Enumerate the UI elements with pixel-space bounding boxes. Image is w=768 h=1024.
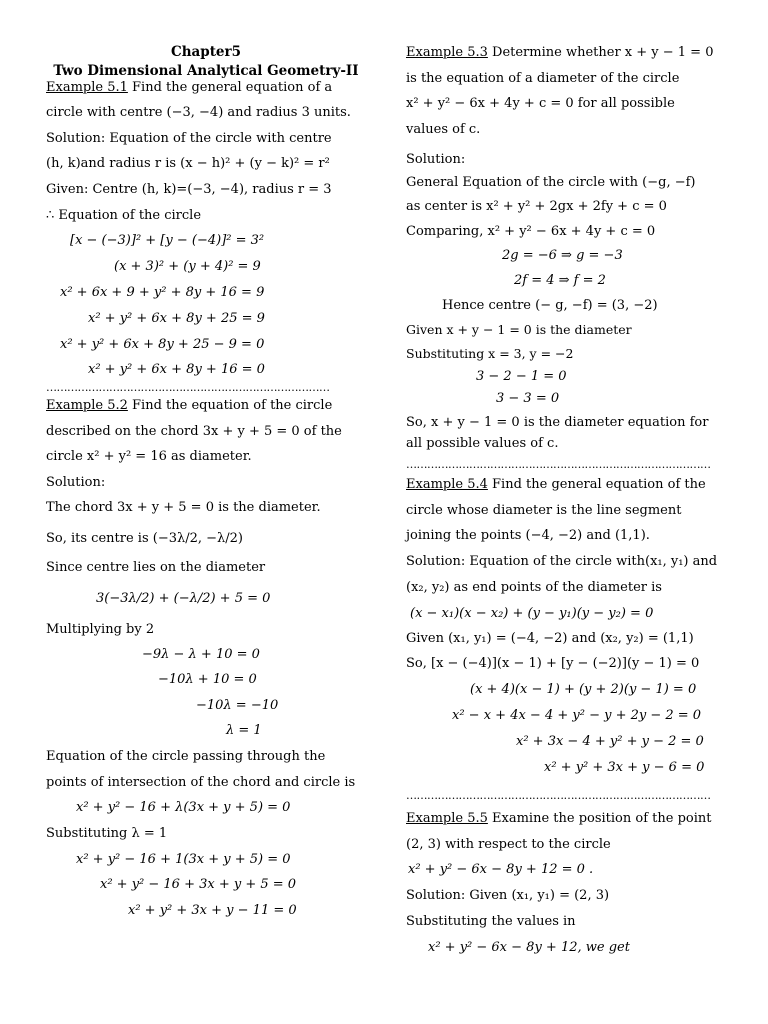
example-5-2-solution-line-6: points of intersection of the chord and circle is [46,775,356,790]
example-5-4-question-line-2: circle whose diameter is the line segment [406,503,682,518]
example-5-3-equation-1: 2g = −6 ⇒ g = −3 [502,248,623,263]
example-5-2-equation-2: −9λ − λ + 10 = 0 [142,647,260,662]
example-5-4-question-line-1 [406,476,706,494]
example-5-5-question-line-2: (2, 3) with respect to the circle [406,837,611,852]
example-5-4-equation-1: (x − x₁)(x − x₂) + (y − y₁)(y − y₂) = 0 [410,606,654,621]
example-5-1-solution-line-2: (h, k)and radius r is (x − h)² + (y − k)² = r² [46,156,330,171]
example-5-3-solution-line-6: So, x + y − 1 = 0 is the diameter equation for [406,415,709,430]
example-5-1-equation-4: x² + y² + 6x + 8y + 25 = 9 [88,311,265,326]
example-5-4-solution-line-4: So, [x − (−4)](x − 1) + [y − (−2)](y − 1) = 0 [406,656,700,671]
example-5-3-label: Example 5.3 [406,45,488,60]
example-5-2-equation-1: 3(−3λ/2) + (−λ/2) + 5 = 0 [96,591,271,606]
example-5-4-equation-3: x² − x + 4x − 4 + y² − y + 2y − 2 = 0 [452,708,702,723]
example-5-2-question-line-3: circle x² + y² = 16 as diameter. [46,449,252,464]
example-5-3-question-line-4: values of c. [406,122,481,137]
example-5-2-equation-7: x² + y² − 16 + 1(3x + y + 5) = 0 [76,852,291,867]
example-5-2-label: Example 5.2 [46,398,128,413]
example-5-2-solution-line-2: So, its centre is (−3λ/2, −λ/2) [46,531,243,546]
example-5-1-question-text: Find the general equation of a [127,80,333,95]
example-5-2-equation-9: x² + y² + 3x + y − 11 = 0 [128,903,297,918]
example-5-2-equation-4: −10λ = −10 [196,698,279,713]
example-5-1-solution-line-3: Given: Centre (h, k)=(−3, −4), radius r = 3 [46,182,332,197]
example-5-3-question-line-3: x² + y² − 6x + 4y + c = 0 for all possible [406,96,675,111]
example-5-5-solution-line-1: Solution: Given (x₁, y₁) = (2, 3) [406,888,610,903]
example-5-3-solution-line-5: Substituting x = 3, y = −2 [406,346,574,361]
example-5-4-question-text: Find the general equation of the [487,477,706,492]
example-5-2-equation-5: λ = 1 [226,723,262,738]
example-5-1-equation-5: x² + y² + 6x + 8y + 25 − 9 = 0 [60,337,265,352]
section-divider: ……………………………………………………………………… [46,381,330,394]
section-divider: …………………………………………………………………………… [406,789,711,802]
example-5-1-label: Example 5.1 [46,80,128,95]
example-5-3-solution-line-2: as center is x² + y² + 2gx + 2fy + c = 0 [406,199,667,214]
example-5-2-solution-line-5: Equation of the circle passing through the [46,749,326,764]
example-5-3-question-line-1 [406,44,713,62]
example-5-3-solution-line-3: Comparing, x² + y² − 6x + 4y + c = 0 [406,224,656,239]
example-5-3-equation-3: Hence centre (− g, −f) = (3, −2) [442,298,658,313]
example-5-1-equation-2: (x + 3)² + (y + 4)² = 9 [114,259,261,274]
example-5-5-question-line-3: x² + y² − 6x − 8y + 12 = 0 . [408,862,594,877]
example-5-1-question-line-2: circle with centre (−3, −4) and radius 3 units. [46,105,351,120]
example-5-5-question-line-1 [406,810,712,828]
example-5-4-solution-line-2: (x₂, y₂) as end points of the diameter is [406,580,662,595]
example-5-4-question-line-3: joining the points (−4, −2) and (1,1). [406,528,650,543]
section-divider: …………………………………………………………………………… [406,458,711,471]
example-5-5-equation-1: x² + y² − 6x − 8y + 12, we get [428,940,630,955]
example-5-3-solution-line-1: General Equation of the circle with (−g, −f) [406,175,696,190]
example-5-2-question-line-1 [46,397,332,415]
example-5-4-equation-4: x² + 3x − 4 + y² + y − 2 = 0 [516,734,704,749]
example-5-4-equation-5: x² + y² + 3x + y − 6 = 0 [544,760,705,775]
example-5-5-solution-line-2: Substituting the values in [406,914,576,929]
example-5-1-question-line-1 [46,79,332,97]
example-5-2-equation-8: x² + y² − 16 + 3x + y + 5 = 0 [100,877,297,892]
example-5-3-equation-2: 2f = 4 ⇒ f = 2 [514,273,606,288]
example-5-1-equation-6: x² + y² + 6x + 8y + 16 = 0 [88,362,265,377]
example-5-5-question-text: Examine the position of the point [487,811,712,826]
example-5-5-label: Example 5.5 [406,811,488,826]
example-5-3-solution-line-4: Given x + y − 1 = 0 is the diameter [406,322,632,337]
example-5-3-solution-line-7: all possible values of c. [406,436,559,451]
example-5-4-label: Example 5.4 [406,477,488,492]
example-5-3-question-text: Determine whether x + y − 1 = 0 [487,45,714,60]
example-5-2-solution-line-4: Multiplying by 2 [46,622,155,637]
example-5-1-equation-1: [x − (−3)]² + [y − (−4)]² = 3² [70,233,265,248]
chapter-heading: Chapter5 [170,44,242,60]
chapter-title: Two Dimensional Analytical Geometry-II [53,63,359,79]
example-5-3-solution-heading: Solution: [406,152,466,167]
example-5-3-equation-4: 3 − 2 − 1 = 0 [476,369,567,384]
example-5-2-equation-3: −10λ + 10 = 0 [158,672,257,687]
example-5-1-solution-line-4: ∴ Equation of the circle [46,208,202,223]
example-5-4-solution-line-3: Given (x₁, y₁) = (−4, −2) and (x₂, y₂) = (1,1) [406,631,694,646]
example-5-1-solution-line-1: Solution: Equation of the circle with centre [46,131,332,146]
example-5-1-equation-3: x² + 6x + 9 + y² + 8y + 16 = 9 [60,285,265,300]
example-5-4-solution-line-1: Solution: Equation of the circle with(x₁, y₁) and [406,554,718,569]
example-5-2-equation-6: x² + y² − 16 + λ(3x + y + 5) = 0 [76,800,291,815]
example-5-2-solution-heading: Solution: [46,475,106,490]
example-5-2-question-line-2: described on the chord 3x + y + 5 = 0 of the [46,424,342,439]
example-5-3-equation-5: 3 − 3 = 0 [496,391,560,406]
example-5-2-solution-line-3: Since centre lies on the diameter [46,560,266,575]
example-5-4-equation-2: (x + 4)(x − 1) + (y + 2)(y − 1) = 0 [470,682,697,697]
example-5-3-question-line-2: is the equation of a diameter of the circle [406,71,680,86]
example-5-2-solution-line-1: The chord 3x + y + 5 = 0 is the diameter. [46,500,321,515]
example-5-2-question-text: Find the equation of the circle [127,398,333,413]
example-5-2-solution-line-7: Substituting λ = 1 [46,826,168,841]
